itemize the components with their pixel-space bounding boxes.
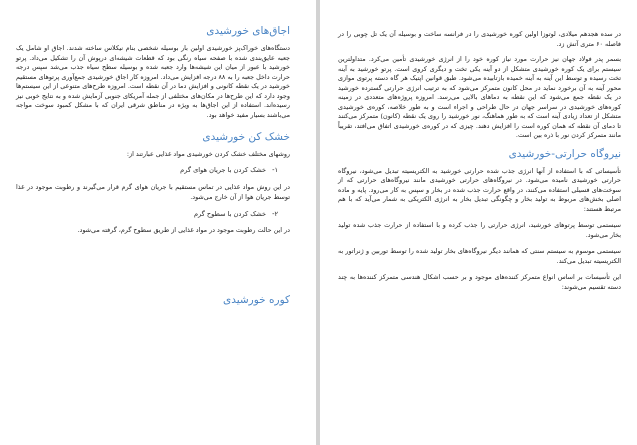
paragraph-furnace-details: بسمر پدر فولاد جهان نیز حرارت مورد نیاز کوره خود را از انرژی خورشیدی تأمین می‌کرد. متداولترین سیستم برای یک کوره خورشیدی متشکل از دو آینه یکی تخت و دیگری کروی است. پرتو خورشید به آینه تخت رسیده و توسط این آینه به آینه خمیده بازتابیده می‌شود. طبق قوانین اپتیک هر گاه دسته پرتوی موازی محور آینه به آن برخورد نماید در محل کانون متمرکز می‌شود که به ترتیب انرژی حرارتی گسترده خورشید در یک نقطه جمع می‌شود که این نقطه به دماهای بالایی می‌رسد. امروزه پروژه‌های متعددی در زمینه کوره‌های خورشیدی در سراسر جهان در حال طراحی و اجراء است و به طور خلاصه، کوره‌ی خورشیدی متشکل از تعداد زیادی آینه است که به طور هماهنگ، نور خورشید را روی یک نقطه (کانون) متمرکز می‌کنند تا دمای آن نقطه که همان کوره است را افزایش دهند. چیزی که در کوره‌ی خورشیدی اتفاق می‌افتد، تقریباً مانند متمرکز کردن نور با ذره بین است. xyxy=(338,55,621,139)
paragraph-conventional-system: سیستمی موسوم به سیستم سنتی که همانند دیگر نیروگاه‌های بخار تولید شده را توسط توربین و ژنراتور به الکتریسیته تبدیل می‌کند. xyxy=(338,247,621,265)
right-page xyxy=(320,0,637,445)
paragraph-absorption-system: سیستمی توسط پرتوهای خورشید، انرژی حرارتی را جذب کرده و با استفاده از حرارت جذب شده تولید بخار می‌شود. xyxy=(338,221,621,239)
list-item-hot-surface xyxy=(16,210,290,220)
paragraph-first-furnace: در سده هجدهم میلادی، لوتوزا اولین کوره خورشیدی را در فرانسه ساخت و بوسیله آن یک تل چوبی را در فاصله ۶۰ متری آتش زد. xyxy=(338,30,621,48)
heading-solar-dryer: خشک کن خورشیدی xyxy=(202,131,290,143)
paragraph-dryer-methods: روشهای مختلف خشک کردن خورشیدی مواد غذایی عبارتند از: xyxy=(126,150,290,158)
list-item-label: خشک کردن با سطوح گرم xyxy=(193,210,267,218)
paragraph-hot-air: در این روش مواد غذایی در تماس مستقیم با جریان هوای گرم قرار می‌گیرند و رطوبت موجود در غذا توسط جریان هوا از آن خارج می‌شود. xyxy=(16,183,290,201)
paragraph-hot-surface: در این حالت رطوبت موجود در مواد غذایی از طریق سطوح گرم، گرفته می‌شود. xyxy=(77,225,290,234)
list-item-hot-air xyxy=(16,166,290,176)
paragraph-classification: این تأسیسات بر اساس انواع متمرکز کننده‌های موجود و بر حسب اشکال هندسی متمرکز کننده‌ها به چند دسته تقسیم می‌شوند: xyxy=(338,273,621,291)
heading-solar-cookers: اجاق‌های خورشیدی xyxy=(206,25,290,37)
paragraph-solar-cookers: دستگاه‌های خوراک‌پز خورشیدی اولین بار بوسیله شخصی بنام نیکلاس ساخته شدند. اجاق او شامل یک جعبه عایق‌بندی شده با صفحه سیاه رنگی بود که قطعات شیشه‌ای درپوش آن را تشکیل می‌داد. پرتو خورشید با عبور از میان این شیشه‌ها وارد جعبه شده و بوسیله سطح سیاه جذب می‌شد سپس درجه حرارت داخل جعبه را به ۸۸ درجه افزایش می‌داد. امروزه کار اجاق خورشیدی جمع‌آوری پرتوهای مستقیم خورشید در یک نقطه کانونی و افزایش دما در آن نقطه است. امروزه طرح‌های متنوعی از این سیستم‌ها وجود دارد که این طرح‌ها در مکان‌های مختلفی از جمله آمریکای جنوبی آزمایش شده و به نتایج خوبی نیز رسیده‌اند. استفاده از این اجاق‌ها به ویژه در مناطق شرقی ایران که با مشکل کمبود سوخت مواجه می‌باشند بسیار مفید خواهد بود. xyxy=(16,44,290,119)
heading-solar-thermal-plant: نیروگاه حرارتی-خورشیدی xyxy=(508,147,621,160)
list-item-number: ۱- xyxy=(272,165,278,174)
paragraph-thermal-plant: تأسیساتی که با استفاده از آنها انرژی جذب شده حرارتی خورشید به الکتریسیته تبدیل می‌شود، نیروگاه حرارتی خورشیدی نامیده می‌شود. در نیروگاه‌های حرارتی خورشیدی مانند نیروگاه‌های حرارتی که از سوخت‌های فسیلی استفاده می‌کنند، در واقع حرارت جذب شده در بخار و سپس به کار می‌رود. پایه و ماده اصلی بخش‌های مربوط به تولید بخار و چگونگی تبدیل بخار به انرژی الکتریکی به شمار می‌آید که با هم مرتبط هستند: xyxy=(338,166,621,213)
list-item-number: ۲- xyxy=(272,210,278,218)
left-page xyxy=(0,0,316,445)
heading-solar-furnace: کوره خورشیدی xyxy=(222,294,290,306)
list-item-label: خشک کردن با جریان هوای گرم xyxy=(180,165,267,174)
